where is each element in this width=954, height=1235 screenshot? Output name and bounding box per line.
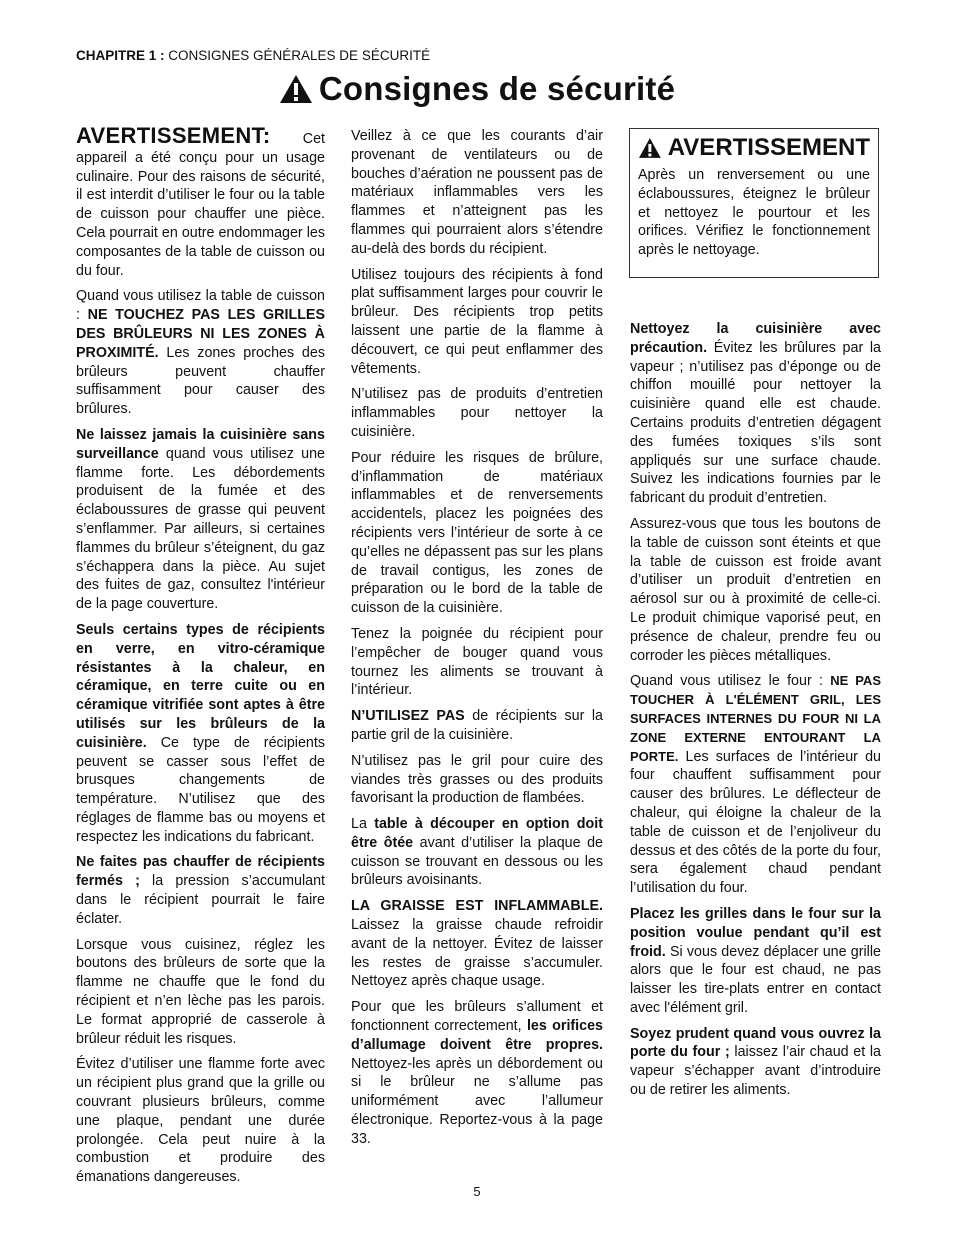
warning-heading: AVERTISSEMENT: — [76, 123, 271, 148]
paragraph — [76, 621, 325, 847]
paragraph: Veillez à ce que les courants d’air provenant de ventilateurs ou de bouches d’aération ne poussent pas de matériaux inflammables vers les flammes et n’atteignent pas les flammes qui pourraient alors s’étendre au-delà des bords du récipient. — [351, 128, 603, 257]
paragraph-bold: Ne faites pas chauffer de récipients fermés ; — [76, 854, 325, 890]
paragraph: N’utilisez pas de produits d’entretien inflammables pour nettoyer la cuisinière. — [351, 386, 603, 440]
paragraph-bold: Seuls certains types de récipients en verre, en vitro-céramique résistantes à la chaleur, en céramique, en terre cuite ou en céramique vitrifiée sont aptes à être utilisés sur les brûleurs de la cuisinière. — [76, 621, 325, 751]
paragraph-text: Les surfaces de l’intérieur du four chauffent suffisamment pour causer des brûlures. Le déflecteur de chaleur, qui éloigne la chaleur de la table de cuisson et de l’enjoliveur du dessus et des côtés de la porte du four, sera également chaud pendant l’utilisation du four. — [630, 748, 881, 897]
paragraph-bold: les orifices d’allumage doivent être propres. — [351, 1018, 604, 1053]
paragraph: Lorsque vous cuisinez, réglez les boutons des brûleurs de sorte que la flamme ne chauffe que le fond du récipient et n’en lèche pas les parois. Le format approprié de casserole à brûleur réduit les risques. — [76, 936, 325, 1047]
paragraph-bold: N’UTILISEZ PAS — [351, 708, 465, 725]
paragraph: N’utilisez pas le gril pour cuire des viandes très grasses ou des produits favorisant la production de flambées. — [351, 752, 603, 807]
paragraph-text: quand vous utilisez une flamme forte. Les débordements produisent de la fumée et des éclaboussures de grasse qui peuvent s’enflammer. Par ailleurs, si certaines flammes du brûleur s’éteignent, du gaz s’échappera dans la pièce. Au sujet des fuites de gaz, consultez l'intérieur de la page couverture. — [76, 445, 325, 613]
paragraph — [630, 320, 881, 508]
warning-triangle-icon — [279, 74, 313, 104]
column-3 — [630, 320, 881, 1107]
paragraph-text: la pression s’accumulant dans le récipient pourrait le faire éclater. — [76, 873, 325, 927]
paragraph-bold: Ne laissez jamais la cuisinière sans surveillance — [76, 426, 325, 462]
chapter-header — [76, 48, 430, 63]
warning-box-text: Après un renversement ou une éclaboussures, éteignez le brûleur et nettoyez le pourtour et les orifices. Vérifiez le fonctionnement après le nettoyage. — [638, 167, 870, 259]
paragraph-text: Si vous devez déplacer une grille alors que le four est chaud, ne pas laisser les tire-plats entrer en contact avec l'élément gril. — [630, 943, 881, 1016]
warning-box-title: AVERTISSEMENT — [667, 134, 870, 161]
warning-triangle-icon — [638, 137, 662, 159]
paragraph-text: Ce type de récipients peuvent se casser sous l’effet de brusques changements de température. N’utilisez que des réglages de flamme bas ou moyens et respectez les indications du fabricant. — [76, 734, 325, 845]
paragraph-text: La — [351, 816, 375, 833]
paragraph-bold: NE PAS TOUCHER À L'ÉLÉMENT GRIL, LES SURFACES INTERNES DU FOUR NI LA ZONE EXTERNE ENTOURANT LA PORTE. — [630, 673, 881, 764]
paragraph-text: Cet appareil a été conçu pour un usage culinaire. Pour des raisons de sécurité, il est interdit d’utiliser le four ou la table de cuisson pour chauffer une pièce. Cela pourrait en outre endommager les composantes de la table de cuisson ou du four. — [76, 131, 325, 279]
paragraph — [76, 123, 325, 280]
paragraph: Pour réduire les risques de brûlure, d’inflammation de matériaux inflammables et de renversements accidentels, placez les poignées des récipients vers l’intérieur de sorte à ce qu’elles ne dépassent pas sur les plans de travail contigus, les zones de préparation ou le bord de la table de cuisson de la cuisinière. — [351, 449, 603, 617]
column-1 — [76, 123, 325, 1194]
chapter-title: CONSIGNES GÉNÉRALES DE SÉCURITÉ — [164, 48, 431, 63]
paragraph-text: de récipients sur la partie gril de la cuisinière. — [351, 708, 604, 743]
paragraph-text: Quand vous utilisez le four : — [630, 673, 831, 690]
paragraph-bold: Placez les grilles dans le four sur la position voulue pendant qu’il est froid. — [630, 905, 881, 960]
paragraph-text: avant d’utiliser la plaque de cuisson se trouvant en dessous ou les brûleurs avoisinants. — [351, 834, 603, 889]
page-number: 5 — [473, 1184, 481, 1199]
page-title-text: Consignes de sécurité — [318, 70, 676, 107]
paragraph-bold: LA GRAISSE EST INFLAMMABLE. — [351, 898, 603, 915]
paragraph: Assurez-vous que tous les boutons de la table de cuisson sont éteints et que la table de cuisson est froide avant d’utiliser un produit d’entretien en aérosol sur ou à proximité de celle-ci. Le produit chimique vaporisé peut, en présence de chaleur, prendre feu ou corroder les pièces métalliques. — [630, 515, 881, 664]
paragraph: Tenez la poignée du récipient pour l’empêcher de bouger quand vous tournez les aliments se trouvant à l’intérieur. — [351, 625, 603, 699]
paragraph — [630, 1025, 881, 1100]
paragraph-bold: Soyez prudent quand vous ouvrez la porte du four ; — [630, 1025, 881, 1061]
paragraph-bold: Nettoyez la cuisinière avec précaution. — [630, 321, 881, 356]
paragraph: Évitez d’utiliser une flamme forte avec un récipient plus grand que la grille ou couvrant plusieurs brûleurs, comme une plaque, pendant une durée prolongée. Cela peut nuire à la combustion et produire des émanations dangereuses. — [76, 1056, 325, 1186]
paragraph — [76, 287, 325, 419]
paragraph-text: Laissez la graisse chaude refroidir avant de la nettoyer. Évitez de laisser les restes de graisse s’accumuler. Nettoyez après chaque usage. — [351, 917, 603, 990]
paragraph — [351, 815, 603, 890]
paragraph-bold: NE TOUCHEZ PAS LES GRILLES DES BRÛLEURS NI LES ZONES À PROXIMITÉ. — [76, 307, 325, 361]
paragraph-text: Nettoyez-les après un débordement ou si le brûleur ne s’allume pas uniformément avec l’allumeur électronique. Reportez-vous à la page 33. — [351, 1055, 603, 1147]
paragraph-text: Pour que les brûleurs s’allument et fonctionnent correctement, — [351, 999, 603, 1035]
paragraph — [351, 897, 603, 991]
paragraph-text: Quand vous utilisez la table de cuisson : — [76, 288, 325, 324]
page-title — [0, 70, 954, 108]
warning-box — [629, 128, 879, 278]
paragraph-text: Les zones proches des brûleurs peuvent chauffer suffisamment pour causer des brûlures. — [76, 344, 325, 418]
paragraph-text: laissez l’air chaud et la vapeur s’échapper avant d’introduire ou de retirer les aliments. — [630, 1044, 881, 1099]
paragraph: Utilisez toujours des récipients à fond plat suffisamment larges pour couvrir le brûleur. Des récipients trop petits laissent une partie de la flamme à découvert, ce qui peut enflammer des vêtements. — [351, 266, 603, 377]
column-2 — [351, 127, 603, 1156]
warning-box-heading — [638, 134, 870, 162]
paragraph — [630, 905, 881, 1018]
paragraph-bold: table à découper en option doit être ôtée — [351, 816, 603, 851]
paragraph — [76, 853, 325, 928]
paragraph-text: Évitez les brûlures par la vapeur ; n’utilisez pas d’éponge ou de chiffon mouillé pour nettoyer la cuisinière quand elle est chaude. Certains produits d’entretien dégagent des fumées toxiques s’ils sont appliqués sur une surface chaude. Suivez les indications fournies par le fabricant du produit d’entretien. — [630, 339, 881, 507]
chapter-label: CHAPITRE 1 : — [76, 48, 165, 63]
paragraph — [351, 998, 603, 1148]
paragraph — [76, 426, 325, 614]
paragraph — [351, 707, 603, 745]
paragraph — [630, 672, 881, 898]
